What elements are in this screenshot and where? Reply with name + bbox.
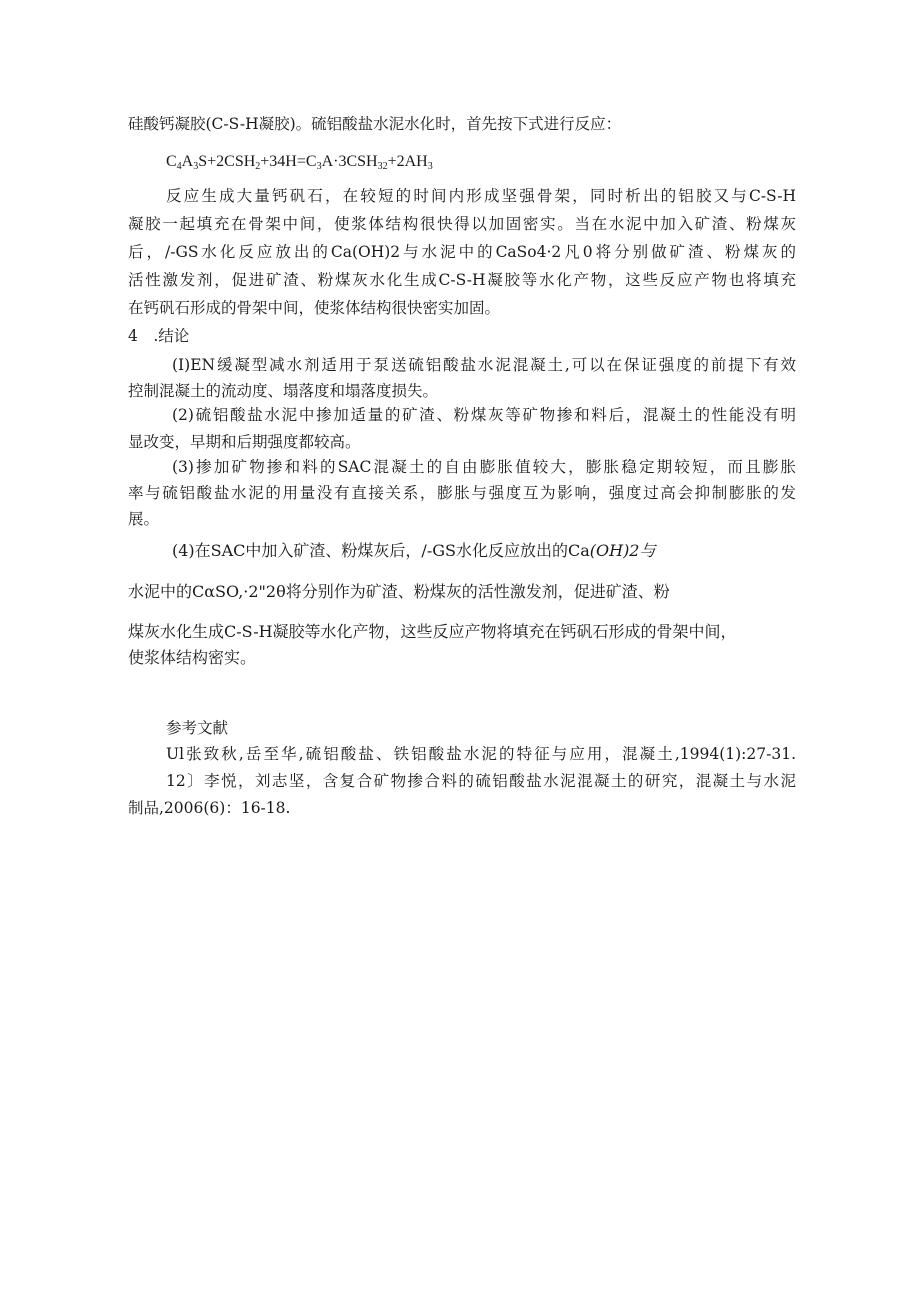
reference-item: 12〕李悦，刘志坚，含复合矿物掺合料的硫铝酸盐水泥混凝土的研究，混凝土与水泥 — [166, 772, 796, 790]
paragraph-line: 在钙矾石形成的骨架中间，使浆体结构很快密实加固。 — [128, 299, 501, 317]
conclusion-line: (4)在SAC中加入矿渣、粉煤灰后，/-GS水化反应放出的Ca(OH)2与 — [172, 541, 656, 560]
conclusion-line: 率与硫铝酸盐水泥的用量没有直接关系，膨胀与强度互为影响，强度过高会抑制膨胀的发 — [128, 484, 796, 502]
conclusion-line: 煤灰水化生成C-S-H凝胶等水化产物，这些反应产物将填充在钙矾石形成的骨架中间， — [128, 622, 737, 641]
conclusion-line: 使浆体结构密实。 — [128, 648, 257, 667]
reference-item: Ul张致秋,岳至华,硫铝酸盐、铁铝酸盐水泥的特征与应用，混凝土,1994(1):27-31. — [166, 745, 796, 763]
conclusion-line: 显改变，早期和后期强度都较高。 — [128, 433, 361, 451]
section-heading: 4 .结论 — [128, 327, 190, 345]
conclusion-line: (3)掺加矿物掺和料的SAC混凝土的自由膨胀值较大，膨胀稳定期较短，而且膨胀 — [172, 458, 796, 476]
conclusion-line: 水泥中的CαSO,·2"2θ将分别作为矿渣、粉煤灰的活性激发剂，促进矿渣、粉 — [128, 582, 670, 601]
paragraph-line: 活性激发剂，促进矿渣、粉煤灰水化生成C-S-H凝胶等水化产物，这些反应产物也将填充 — [128, 271, 796, 289]
conclusion-line: (I)EN缓凝型减水剂适用于泵送硫铝酸盐水泥混凝土,可以在保证强度的前提下有效 — [172, 356, 796, 374]
paragraph-line: 凝胶一起填充在骨架中间，使浆体结构很快得以加固密实。当在水泥中加入矿渣、粉煤灰 — [128, 215, 796, 233]
conclusion-line: 展。 — [128, 510, 160, 528]
reaction-formula: $C_4A_3S+2CSH_2+34H=C_3A\cdot 3CSH_{32}+2AH_3$ — [166, 153, 433, 172]
conclusion-line: (2)硫铝酸盐水泥中掺加适量的矿渣、粉煤灰等矿物掺和料后，混凝土的性能没有明 — [172, 406, 796, 424]
paragraph-line: 后，/-GS水化反应放出的Ca(OH)2与水泥中的CaSo4·2凡0将分别做矿渣、粉煤灰的 — [128, 243, 796, 261]
paragraph-line: 反应生成大量钙矾石，在较短的时间内形成坚强骨架，同时析出的铝胶又与C-S-H — [166, 187, 796, 205]
reference-item: 制品,2006(6)：16-18. — [128, 799, 291, 817]
intro-line: 硅酸钙凝胶(C-S-H凝胶)。硫铝酸盐水泥水化时，首先按下式进行反应： — [128, 115, 622, 133]
conclusion-line: 控制混凝土的流动度、塌落度和塌落度损失。 — [128, 382, 439, 400]
references-heading: 参考文献 — [166, 719, 229, 737]
